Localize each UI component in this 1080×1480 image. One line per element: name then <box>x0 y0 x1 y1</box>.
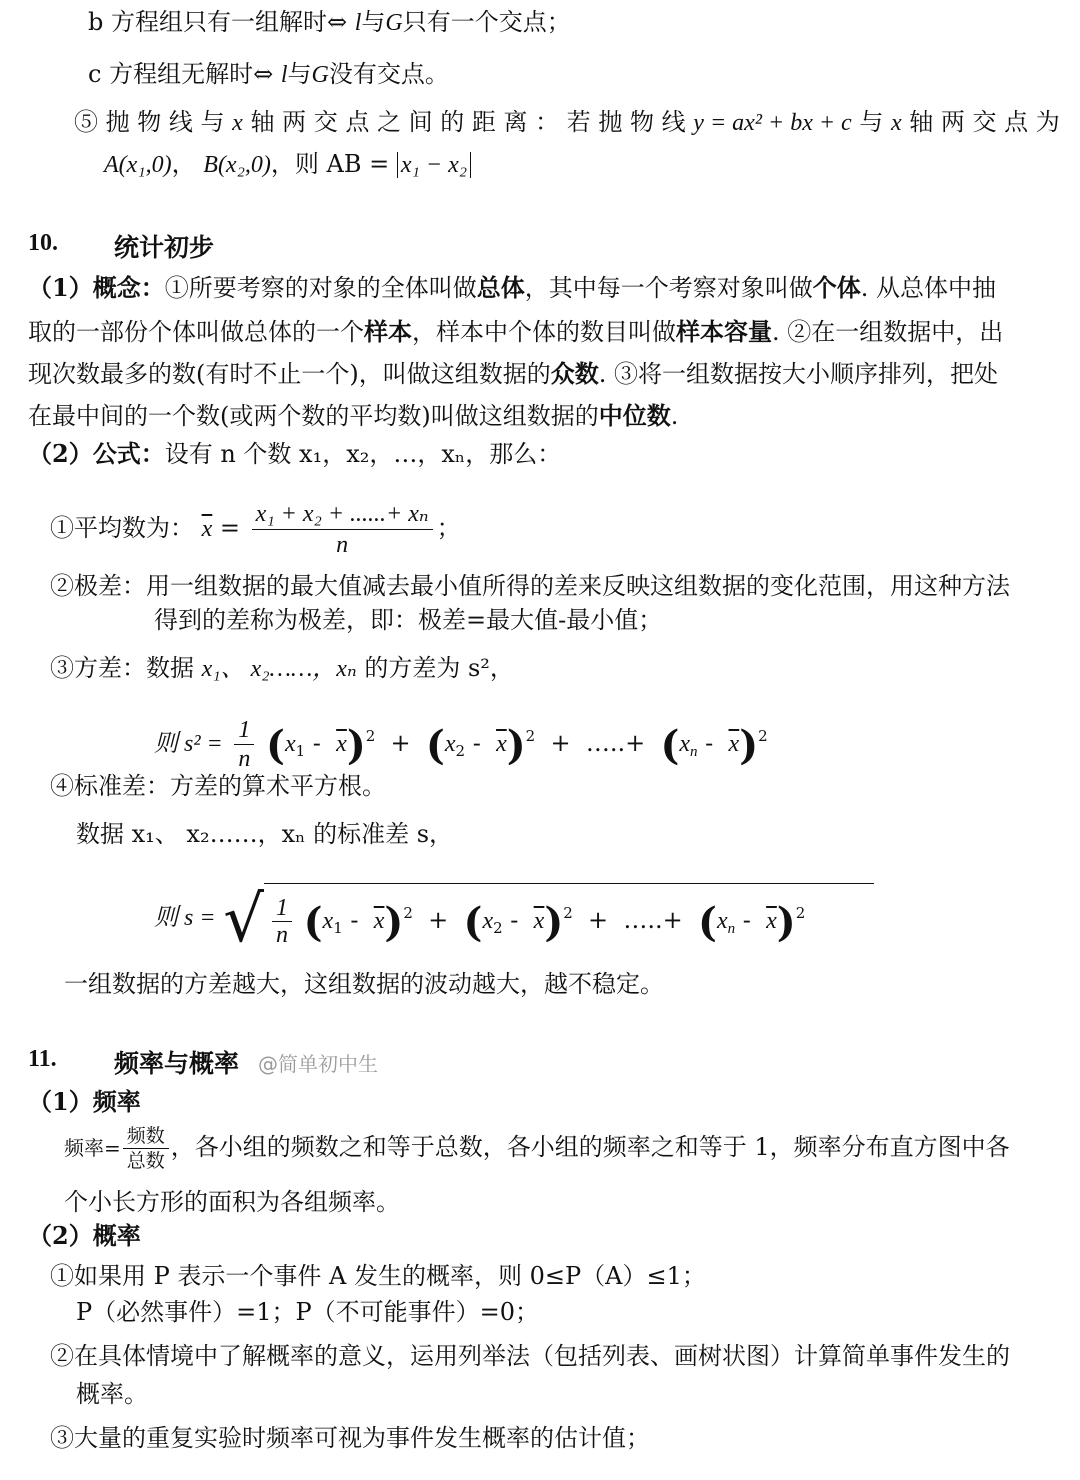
std-data: 数据 x₁、 x₂……，xₙ 的标准差 s， <box>76 820 454 848</box>
text-yu-2: 与 <box>287 60 312 88</box>
concept-line2 <box>28 316 1003 348</box>
freq-num: 频数 <box>126 1125 165 1147</box>
point-b: B(x₂,0) <box>203 152 271 178</box>
formula-intro: 设有 n 个数 x₁，x₂，…，xₙ，那么： <box>164 440 562 468</box>
line-c-post: 没有交点。 <box>328 60 449 88</box>
x-bar: $\overline{x}$ <box>201 516 213 542</box>
term-geti: 个体 <box>812 273 861 302</box>
std-formula <box>154 882 874 955</box>
variance-label: ③方差：数据 <box>50 654 194 682</box>
variance-formula: 则 s² = $\frac{1}{n}$ $(x_1 - \overline{x})^2 + (x_2 - \overline{x})^2$ + …..+ $(x_n - \overline{x})^2$ <box>154 717 768 772</box>
paren-open-1: ( <box>266 722 285 769</box>
symbol-g-2: G <box>311 62 329 88</box>
sqrt-icon: √ $\frac{1}{n}$ $(x_1 - \overline{x})^2 + (x_2 - \overline{x})^2$ + …..+ $(x_n - \overline{x})^2$ <box>223 882 874 955</box>
line-b-post: 只有一个交点； <box>402 8 571 36</box>
freq-pre: 频率= <box>64 1136 121 1160</box>
variance-frac-num: 1 <box>238 717 251 743</box>
item5-text3: 与 <box>859 108 884 136</box>
prob2b: 概率。 <box>76 1380 148 1408</box>
variance-conclusion: 一组数据的方差越大，这组数据的波动越大，越不稳定。 <box>64 970 664 998</box>
freq-fraction <box>123 1124 169 1173</box>
mean-line: ①平均数为： $\overline{x}$ = $\frac{\text{x₁ + x₂ + ......+ xₙ}}{n}$ ； <box>50 501 461 558</box>
concept-p4a: 在最中间的一个数(或两个数的平均数)叫做这组数据的 <box>28 402 599 430</box>
prob1b: P（必然事件）=1；P（不可能事件）=0； <box>76 1298 540 1326</box>
item5-text2: 轴 两 交 点 之 间 的 距 离 ： 若 抛 物 线 <box>250 108 686 136</box>
freq-text: ，各小组的频数之和等于总数，各小组的频率之和等于 1，频率分布直方图中各 <box>170 1133 1010 1161</box>
item5-label: ⑤ <box>74 108 98 136</box>
then-ab: ，则 AB = <box>270 150 390 178</box>
variance-data: x₁、 x₂……，xₙ <box>201 656 357 682</box>
prob2: ②在具体情境中了解概率的意义，运用列举法（包括列表、画树状图）计算简单事件发生的 <box>50 1342 1010 1370</box>
range-line1: ②极差：用一组数据的最大值减去最小值所得的差来反映这组数据的变化范围，用这种方法 <box>50 572 1010 600</box>
section11-title: 频率与概率 <box>114 1049 240 1078</box>
concept-p3b: . ③将一组数据按大小顺序排列，把处 <box>598 360 998 388</box>
item5-text4: 轴 两 交 点 为 <box>909 108 1060 136</box>
symbol-x-2: x <box>890 110 902 136</box>
variance-frac-den: n <box>234 744 254 773</box>
variance-end: 的方差为 s²， <box>364 654 514 682</box>
concept-p2c: . ②在一组数据中，出 <box>772 318 1004 346</box>
std-label: ④标准差：方差的算术平方根。 <box>50 772 386 800</box>
watermark: @简单初中生 <box>258 1052 378 1076</box>
line-c <box>88 58 449 91</box>
concept-label: （1）概念： <box>28 273 165 302</box>
concept-line4 <box>28 400 678 432</box>
concept-p4b: . <box>670 402 679 430</box>
line-c-text: c 方程组无解时 <box>88 60 254 88</box>
concept-p2b: ，样本中个体的数目叫做 <box>412 318 676 346</box>
item5-line1 <box>74 106 1060 139</box>
variance-then: 则 s² = <box>154 731 223 757</box>
concept-p1c: . 从总体中抽 <box>860 274 996 302</box>
freq-line <box>64 1122 1010 1173</box>
prob-label: （2）概率 <box>28 1221 141 1250</box>
concept-line3 <box>28 358 998 390</box>
freq-den: 总数 <box>123 1148 169 1173</box>
line-b <box>88 6 571 39</box>
term-rongliang: 样本容量 <box>676 317 772 346</box>
range-line2: 得到的差称为极差，即：极差=最大值-最小值； <box>154 606 663 634</box>
mean-fraction <box>252 499 433 560</box>
ab-abs-value: x₁ − x₂ <box>397 152 471 178</box>
term-zhongshu: 众数 <box>550 359 599 388</box>
point-a: A(x₁,0) <box>104 152 172 178</box>
concept-p2a: 取的一部份个体叫做总体的一个 <box>28 318 364 346</box>
section10-title: 统计初步 <box>114 233 215 262</box>
symbol-g: G <box>385 10 403 36</box>
iff-symbol-2: ⇔ <box>253 60 274 88</box>
paren-open-2: ( <box>425 722 445 769</box>
std-then: 则 s = <box>154 905 216 931</box>
variance-line <box>50 652 514 685</box>
term-zongti: 总体 <box>476 273 525 302</box>
symbol-l: l <box>354 10 362 36</box>
freq-text2: 个小长方形的面积为各组频率。 <box>64 1188 400 1216</box>
paren-open-n: ( <box>660 722 680 769</box>
prob1: ①如果用 P 表示一个事件 A 发生的概率，则 0≤P（A）≤1； <box>50 1262 706 1290</box>
section11-number: 11. <box>28 1046 57 1072</box>
term-zhongweishu: 中位数 <box>598 401 671 430</box>
concept-p1a: ①所要考察的对象的全体叫做 <box>164 274 477 302</box>
item5-line2: A(x₁,0)， B(x₂,0)，则 AB = x₁ − x₂ <box>104 148 471 181</box>
parabola-formula: y = ax² + bx + c <box>693 110 852 136</box>
mean-denominator: n <box>252 529 433 560</box>
variance-fraction <box>234 716 254 773</box>
mean-numerator: x₁ + x₂ + ......+ xₙ <box>255 501 429 527</box>
concept-p3a: 现次数最多的数(有时不止一个)，叫做这组数据的 <box>28 360 551 388</box>
item5-text1: 抛 物 线 与 <box>105 108 225 136</box>
line-b-text: b 方程组只有一组解时 <box>88 8 327 36</box>
prob3: ③大量的重复实验时频率可视为事件发生概率的估计值； <box>50 1424 650 1452</box>
concept-line1 <box>28 272 996 304</box>
concept-p1b: ，其中每一个考察对象叫做 <box>524 274 813 302</box>
formula-intro-line <box>28 438 561 470</box>
formula-label: （2）公式： <box>28 439 165 468</box>
symbol-x: x <box>232 110 243 136</box>
freq-label: （1）频率 <box>28 1087 141 1116</box>
term-yangben: 样本 <box>364 317 412 346</box>
section10-number: 10. <box>28 230 58 256</box>
mean-label: ①平均数为： <box>50 514 194 542</box>
iff-symbol: ⇔ <box>327 8 348 36</box>
text-yu: 与 <box>361 8 386 36</box>
symbol-l-2: l <box>280 62 288 88</box>
